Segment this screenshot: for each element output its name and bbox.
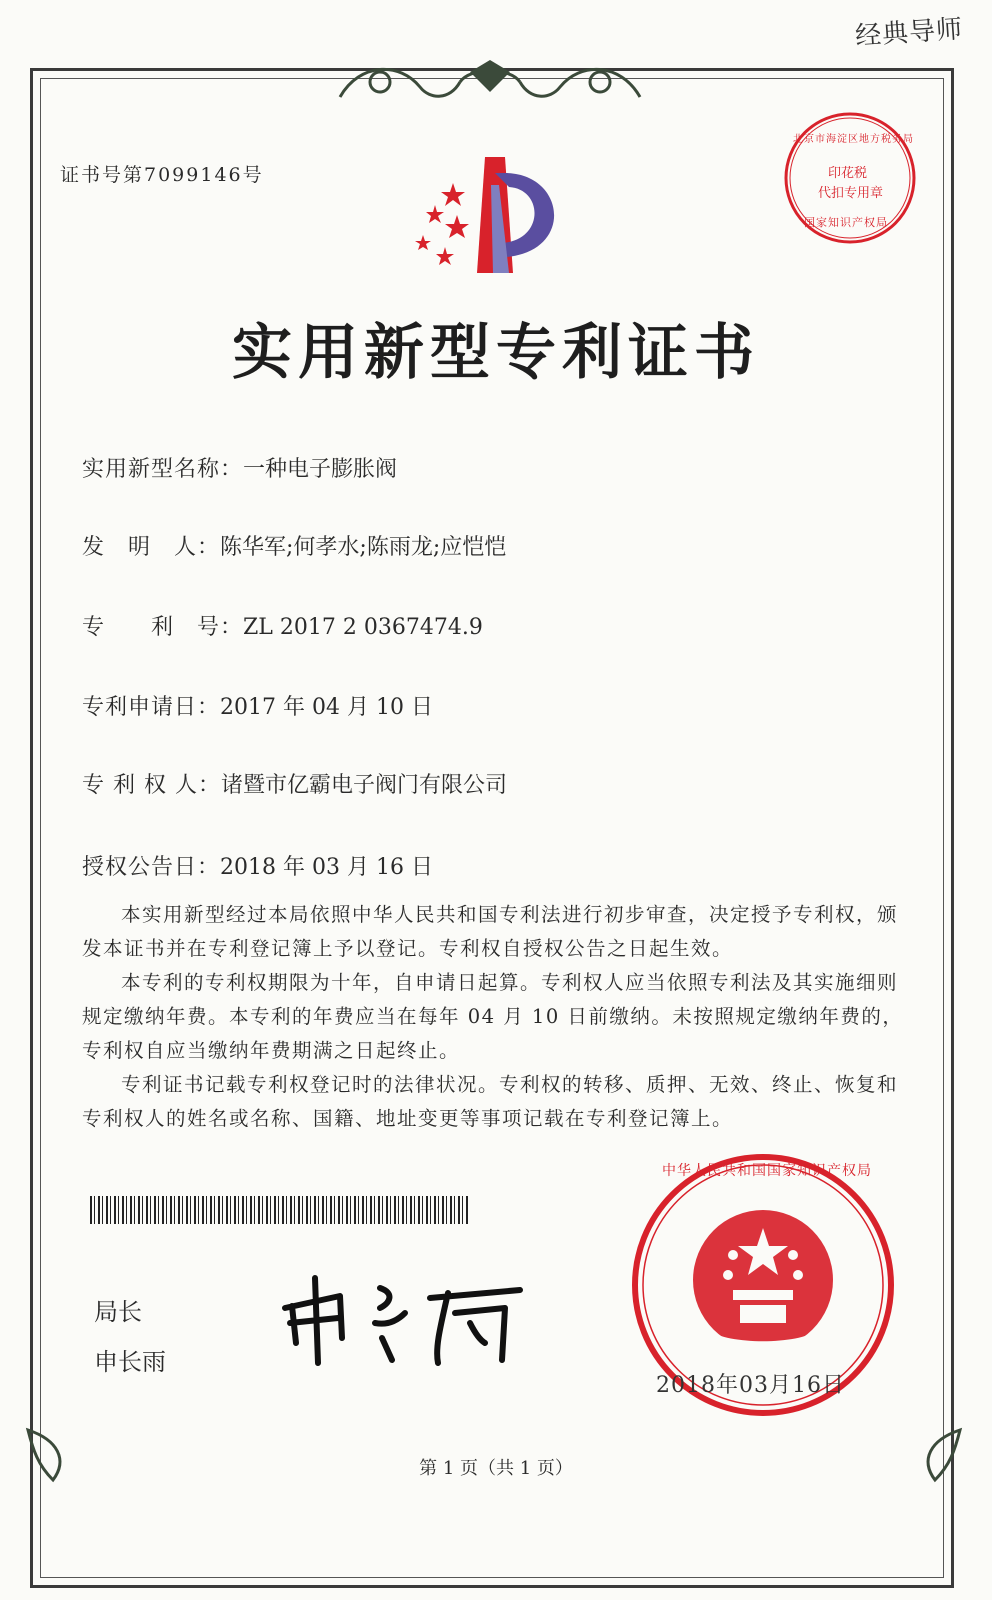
field-value: 2018 年 03 月 16 日 <box>220 855 433 880</box>
field-patent-number <box>82 610 483 641</box>
handwritten-note: 经典导师 <box>854 14 965 52</box>
page-number: 第 1 页（共 1 页） <box>419 1458 573 1479</box>
seal-date: 2018年03月16日 <box>656 1373 845 1398</box>
field-label: 专利申请日： <box>82 695 221 720</box>
certificate-number: 证书号第7099146号 <box>60 164 264 186</box>
director-signature <box>270 1268 530 1368</box>
field-label: 专 利 权 人： <box>82 773 221 798</box>
page-title: 实用新型专利证书 <box>232 318 760 388</box>
field-label: 实用新型名称： <box>82 457 244 482</box>
field-patentee <box>82 768 507 799</box>
field-label: 发 明 人： <box>82 535 221 560</box>
field-application-date <box>82 690 433 721</box>
paragraph: 本实用新型经过本局依照中华人民共和国专利法进行初步审查，决定授予专利权，颁发本证书并在专利登记簿上予以登记。专利权自授权公告之日起生效。 <box>82 903 899 960</box>
field-value: 诸暨市亿霸电子阀门有限公司 <box>220 773 507 798</box>
field-value: 一种电子膨胀阀 <box>243 457 398 482</box>
field-label: 专 利 号： <box>82 615 244 640</box>
top-ornament <box>320 52 660 112</box>
field-value: 陈华军;何孝水;陈雨龙;应恺恺 <box>220 535 507 560</box>
field-inventors <box>82 530 506 561</box>
director-title: 局长 <box>94 1298 142 1326</box>
tax-seal-bottom-text: 国家知识产权局 <box>804 216 888 229</box>
field-utility-model-name <box>82 452 397 483</box>
tax-seal-outer-text: 北京市海淀区地方税务局 <box>793 134 914 145</box>
paragraph: 本专利的专利权期限为十年，自申请日起算。专利权人应当依照专利法及其实施细则规定缴纳年费。本专利的年费应当在每年 04 月 10 日前缴纳。未按照规定缴纳年费的，专利权自应当缴纳年费期满之日起终止。 <box>82 971 904 1062</box>
field-grant-date <box>82 850 433 881</box>
field-value: 2017 年 04 月 10 日 <box>220 695 433 720</box>
certificate-body <box>82 898 912 1136</box>
director-name: 申长雨 <box>94 1348 166 1376</box>
barcode <box>90 1196 470 1224</box>
field-value: ZL 2017 2 0367474.9 <box>243 615 483 640</box>
seal-text: 中华人民共和国国家知识产权局 <box>662 1163 872 1179</box>
tax-seal-line2: 代扣专用章 <box>818 186 884 201</box>
field-label: 授权公告日： <box>82 855 221 880</box>
cnipa-logo-icon <box>405 155 585 290</box>
paragraph: 专利证书记载专利权登记时的法律状况。专利权的转移、质押、无效、终止、恢复和专利权人的姓名或名称、国籍、地址变更等事项记载在专利登记簿上。 <box>82 1073 899 1130</box>
tax-seal-line1: 印花税 <box>828 166 868 181</box>
